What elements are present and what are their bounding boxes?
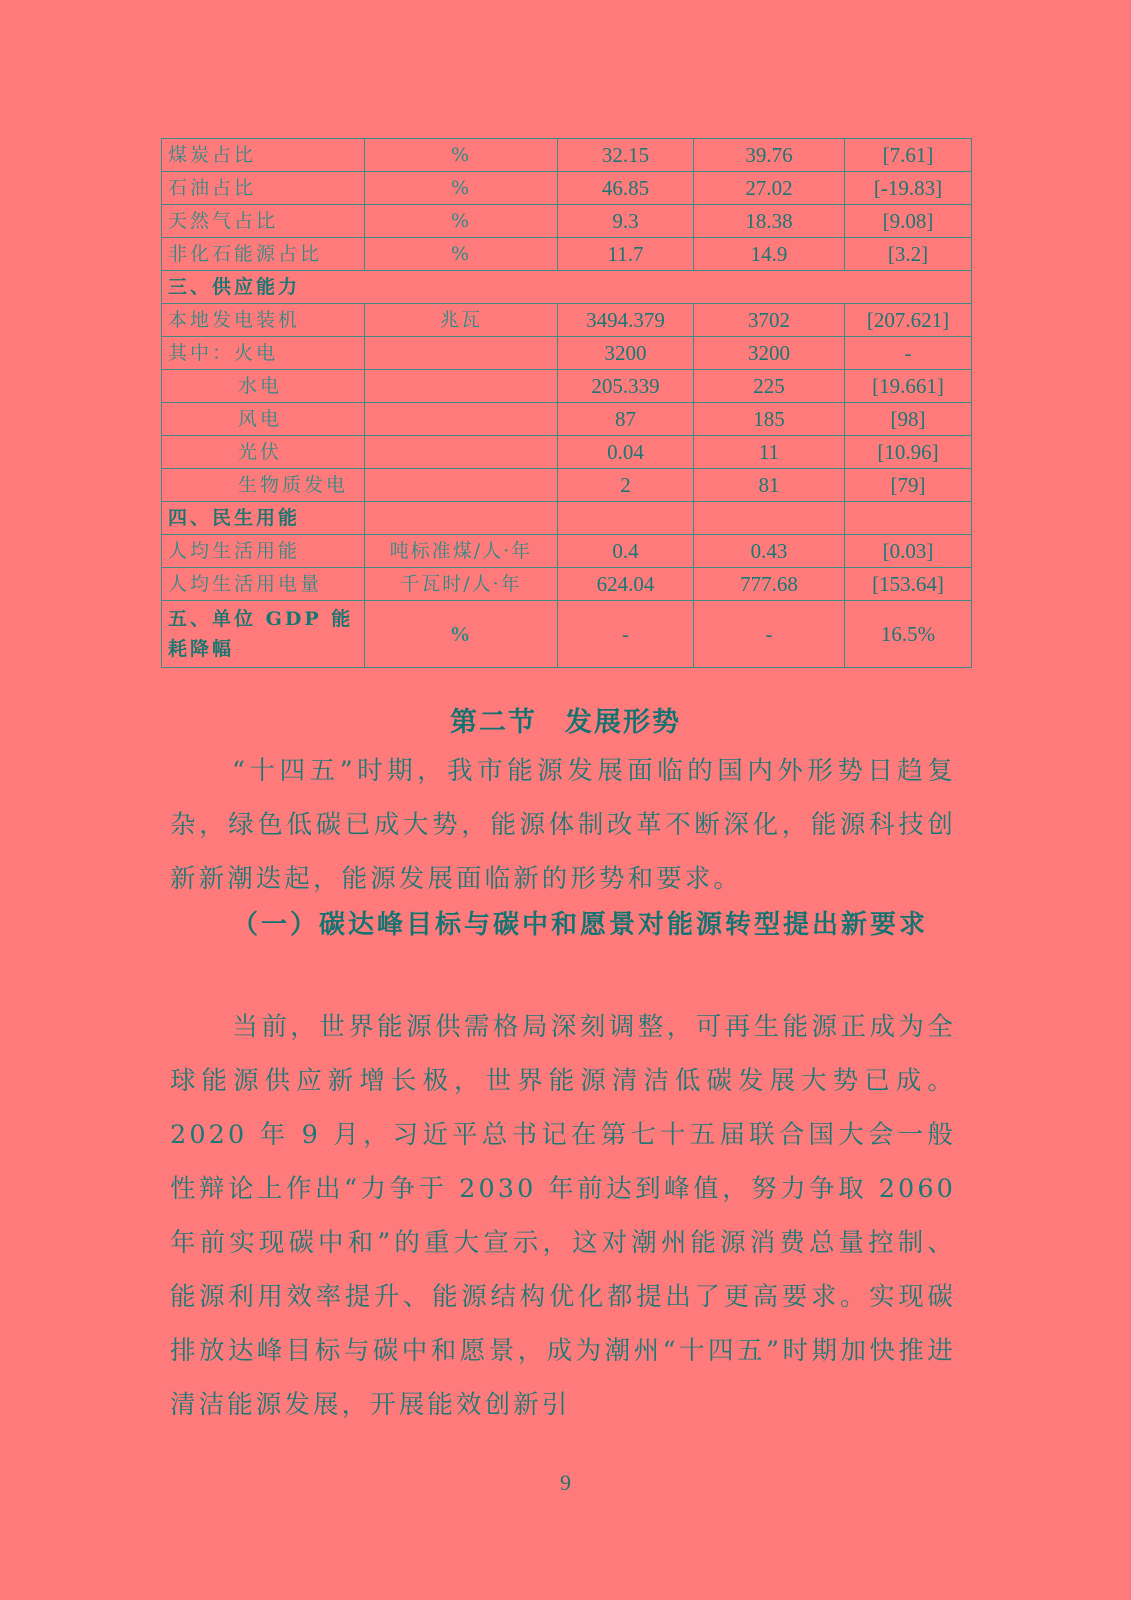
row-target-value: 0.43 <box>694 535 845 568</box>
row-target-value: 27.02 <box>694 172 845 205</box>
row-unit: % <box>365 172 558 205</box>
table-section-row <box>162 502 972 535</box>
section-heading-supply: 三、供应能力 <box>162 271 972 304</box>
row-target-value: 3200 <box>694 337 845 370</box>
table-row <box>162 403 972 436</box>
row-change-value: [-19.83] <box>845 172 972 205</box>
row-name: 水电 <box>162 370 365 403</box>
row-name: 人均生活用电量 <box>162 568 365 601</box>
row-base-value: 9.3 <box>558 205 694 238</box>
row-unit <box>365 469 558 502</box>
energy-indicators-table <box>161 138 972 668</box>
table-row <box>162 304 972 337</box>
row-target-value: 81 <box>694 469 845 502</box>
row-target-value: 39.76 <box>694 139 845 172</box>
table-row <box>162 238 972 271</box>
row-change-value: [0.03] <box>845 535 972 568</box>
table-row <box>162 436 972 469</box>
table-row <box>162 337 972 370</box>
row-change-value: [207.621] <box>845 304 972 337</box>
row-target-value: - <box>694 601 845 668</box>
row-unit <box>365 337 558 370</box>
table-row <box>162 205 972 238</box>
row-name: 人均生活用能 <box>162 535 365 568</box>
row-unit <box>365 403 558 436</box>
row-unit <box>365 370 558 403</box>
row-name: 天然气占比 <box>162 205 365 238</box>
row-target-value: 18.38 <box>694 205 845 238</box>
subheading-text: （一）碳达峰目标与碳中和愿景对能源转型提出新要求 <box>232 910 929 940</box>
row-change-value: [98] <box>845 403 972 436</box>
section-heading-livelihood: 四、民生用能 <box>162 502 365 535</box>
section-name: 发展形势 <box>565 707 681 738</box>
section-heading-gdp-energy: 五、单位 GDP 能耗降幅 <box>162 601 365 668</box>
section-title <box>0 700 1131 739</box>
paragraph-text: “十四五”时期，我市能源发展面临的国内外形势日趋复杂，绿色低碳已成大势，能源体制改革不断深化，能源科技创新新潮迭起，能源发展面临新的形势和要求。 <box>170 756 956 894</box>
row-unit: 吨标准煤/人·年 <box>365 535 558 568</box>
row-target-value: 185 <box>694 403 845 436</box>
row-change-value: [153.64] <box>845 568 972 601</box>
row-target-value: 11 <box>694 436 845 469</box>
table-row <box>162 139 972 172</box>
row-change-value: [10.96] <box>845 436 972 469</box>
row-unit: % <box>365 205 558 238</box>
row-name: 非化石能源占比 <box>162 238 365 271</box>
paragraph-carbon <box>170 1000 956 1432</box>
row-name: 风电 <box>162 403 365 436</box>
table-row <box>162 469 972 502</box>
row-base-value: 0.4 <box>558 535 694 568</box>
row-target-value: 14.9 <box>694 238 845 271</box>
row-base-value <box>558 502 694 535</box>
row-unit <box>365 502 558 535</box>
row-name: 石油占比 <box>162 172 365 205</box>
row-base-value: 3200 <box>558 337 694 370</box>
paragraph-text: 当前，世界能源供需格局深刻调整，可再生能源正成为全球能源供应新增长极，世界能源清洁低碳发展大势已成。2020 年 9 月，习近平总书记在第七十五届联合国大会一般性辩论上作出“力争于 2030 年前达到峰值，努力争取 2060 年前实现碳中和”的重大宣示，这对潮州能源消费总量控制、能源利用效率提升、能源结构优化都提出了更高要求。实现碳排放达峰目标与碳中和愿景，成为潮州“十四五”时期加快推进清洁能源发展，开展能效创新引 <box>170 1012 956 1420</box>
row-target-value: 777.68 <box>694 568 845 601</box>
row-change-value: - <box>845 337 972 370</box>
row-target-value: 3702 <box>694 304 845 337</box>
row-target-value: 225 <box>694 370 845 403</box>
row-base-value: 0.04 <box>558 436 694 469</box>
row-change-value: [19.661] <box>845 370 972 403</box>
row-change-value: [7.61] <box>845 139 972 172</box>
row-unit: 千瓦时/人·年 <box>365 568 558 601</box>
row-change-value: [79] <box>845 469 972 502</box>
table-section-row <box>162 271 972 304</box>
row-base-value: 624.04 <box>558 568 694 601</box>
row-unit: % <box>365 139 558 172</box>
row-change-value <box>845 502 972 535</box>
row-change-value: 16.5% <box>845 601 972 668</box>
row-name: 生物质发电 <box>162 469 365 502</box>
row-base-value: 3494.379 <box>558 304 694 337</box>
table-section-row <box>162 601 972 668</box>
row-base-value: 2 <box>558 469 694 502</box>
row-base-value: 46.85 <box>558 172 694 205</box>
page-number: 9 <box>560 1470 571 1495</box>
row-name: 光伏 <box>162 436 365 469</box>
table-row <box>162 535 972 568</box>
row-unit <box>365 436 558 469</box>
table-row <box>162 172 972 205</box>
section-number: 第二节 <box>450 707 537 738</box>
row-name: 煤炭占比 <box>162 139 365 172</box>
row-name: 本地发电装机 <box>162 304 365 337</box>
row-base-value: 205.339 <box>558 370 694 403</box>
row-change-value: [9.08] <box>845 205 972 238</box>
row-base-value: 87 <box>558 403 694 436</box>
row-unit: % <box>365 601 558 668</box>
row-change-value: [3.2] <box>845 238 972 271</box>
table-row <box>162 568 972 601</box>
table-row <box>162 370 972 403</box>
row-base-value: 32.15 <box>558 139 694 172</box>
row-unit: % <box>365 238 558 271</box>
subheading-carbon-goals <box>170 895 956 955</box>
row-base-value: 11.7 <box>558 238 694 271</box>
row-base-value: - <box>558 601 694 668</box>
row-target-value <box>694 502 845 535</box>
paragraph-intro <box>170 744 956 906</box>
row-unit: 兆瓦 <box>365 304 558 337</box>
row-name: 其中：火电 <box>162 337 365 370</box>
